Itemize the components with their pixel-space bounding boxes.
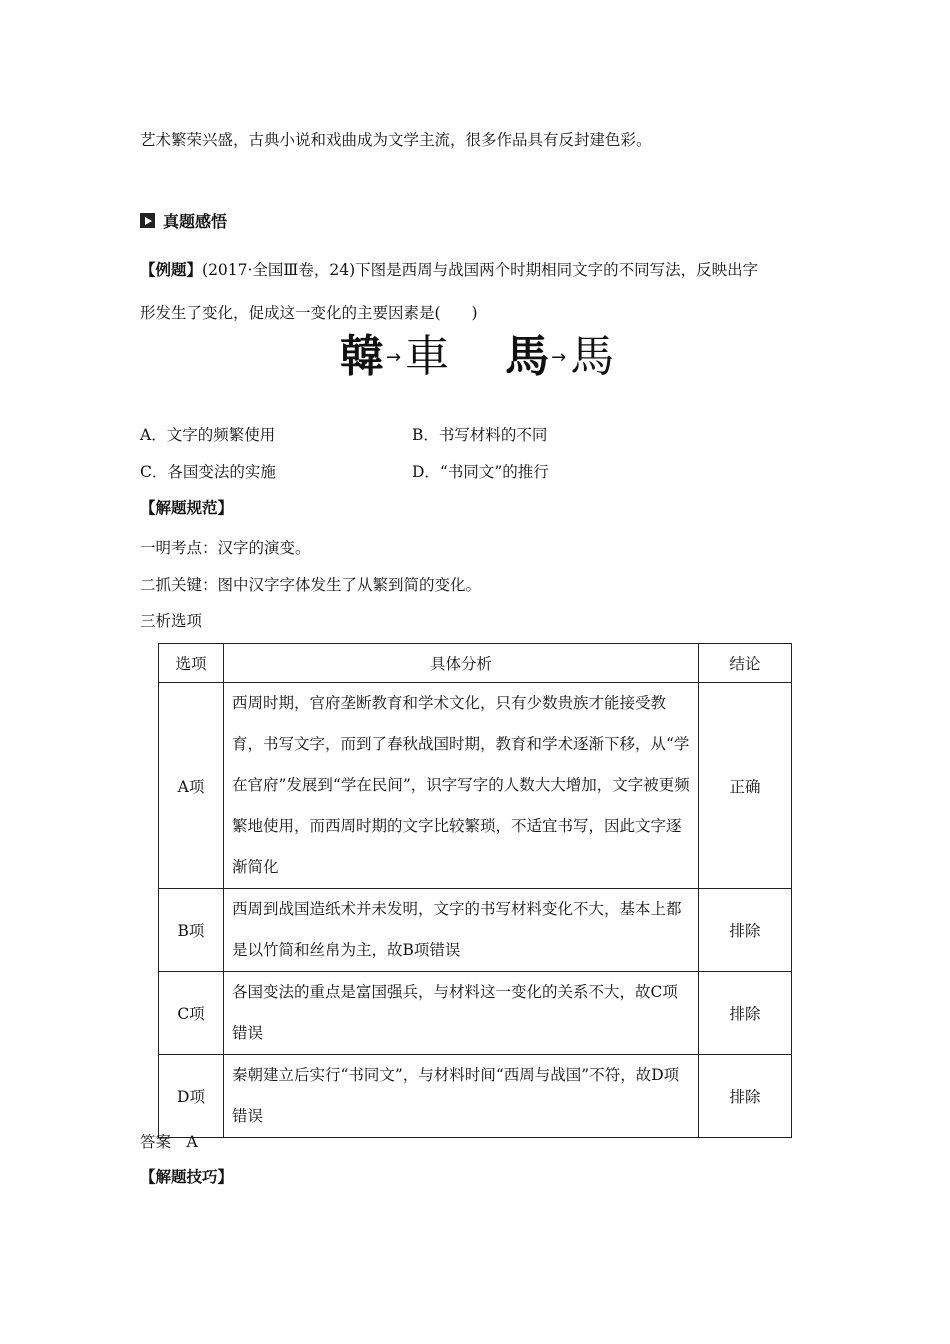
row-option: D项 xyxy=(159,1055,224,1138)
row-result: 排除 xyxy=(699,972,792,1055)
tips-heading: 【解题技巧】 xyxy=(140,1168,234,1186)
row-result: 正确 xyxy=(699,683,792,889)
table-header-row xyxy=(159,644,792,683)
arrow-icon: → xyxy=(386,346,402,368)
header-option: 选项 xyxy=(159,644,224,683)
step-two: 二抓关键：图中汉字字体发生了从繁到简的变化。 xyxy=(140,576,482,594)
row-result: 排除 xyxy=(699,1055,792,1138)
row-option: C项 xyxy=(159,972,224,1055)
play-triangle-icon xyxy=(140,213,155,228)
row-analysis xyxy=(224,1055,699,1138)
option-b: B．书写材料的不同 xyxy=(412,426,548,444)
example-line-2: 形发生了变化，促成这一变化的主要因素是( ) xyxy=(140,304,478,322)
header-analysis: 具体分析 xyxy=(224,644,699,683)
row-result: 排除 xyxy=(699,889,792,972)
answer-line: 答案 A xyxy=(140,1133,198,1151)
example-tag: 【例题】 xyxy=(140,261,203,279)
header-result: 结论 xyxy=(699,644,792,683)
row-analysis-text: 西周到战国造纸术并未发明，文字的书写材料变化不大，基本上都是以竹简和丝帛为主，故B项错误 xyxy=(232,900,682,959)
western-zhou-che-glyph: 韓 xyxy=(340,331,382,382)
western-zhou-ma-glyph: 馬 xyxy=(505,331,548,382)
section-heading-label: 真题感悟 xyxy=(163,212,228,231)
table-row xyxy=(159,889,792,972)
example-question-part1: (2017·全国Ⅲ卷，24)下图是西周与战国两个时期相同文字的不同写法，反映出字 xyxy=(202,261,759,279)
option-c: C．各国变法的实施 xyxy=(140,463,276,481)
warring-states-che-glyph: 車 xyxy=(405,331,450,382)
option-a: A．文字的频繁使用 xyxy=(140,426,276,444)
intro-line: 艺术繁荣兴盛，古典小说和戏曲成为文学主流，很多作品具有反封建色彩。 xyxy=(140,131,652,149)
section-heading xyxy=(140,209,227,232)
solution-heading: 【解题规范】 xyxy=(140,499,234,517)
table-row xyxy=(159,683,792,889)
row-option: A项 xyxy=(159,683,224,889)
step-one: 一明考点：汉字的演变。 xyxy=(140,539,311,557)
row-analysis xyxy=(224,972,699,1055)
row-analysis-text: 各国变法的重点是富国强兵，与材料这一变化的关系不大，故C项错误 xyxy=(232,983,678,1042)
table-row xyxy=(159,972,792,1055)
row-option: B项 xyxy=(159,889,224,972)
row-analysis xyxy=(224,889,699,972)
arrow-icon: → xyxy=(551,346,567,368)
row-analysis-text: 秦朝建立后实行“书同文”，与材料时间“西周与战国”不符，故D项错误 xyxy=(232,1066,680,1125)
character-evolution-figure xyxy=(340,331,615,382)
warring-states-ma-glyph: 馬 xyxy=(570,331,615,382)
row-analysis-text: 西周时期，官府垄断教育和学术文化，只有少数贵族才能接受教育，书写文字，而到了春秋战国时期，教育和学术逐渐下移，从“学在官府”发展到“学在民间”，识字写字的人数大大增加，文字被更频繁地使用，而西周时期的文字比较繁琐，不适宜书写，因此文字逐渐简化 xyxy=(232,694,690,876)
step-three: 三析选项 xyxy=(140,612,203,630)
analysis-table xyxy=(158,643,792,1138)
option-d: D．“书同文”的推行 xyxy=(412,463,549,481)
example-line-1 xyxy=(140,258,758,280)
row-analysis xyxy=(224,683,699,889)
table-row xyxy=(159,1055,792,1138)
